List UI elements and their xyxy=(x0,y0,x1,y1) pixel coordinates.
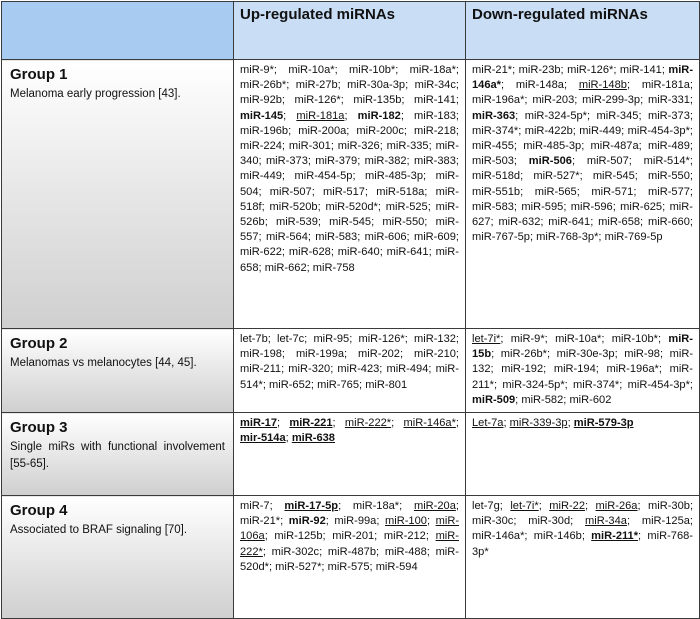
mirna-name: miR-454-5p xyxy=(294,170,353,183)
mirna-name: miR-627 xyxy=(472,200,693,229)
mirna-name: miR-10b* xyxy=(349,64,396,76)
mirna-name: miR-520b xyxy=(269,200,318,213)
mirna-name: miR-211 xyxy=(240,363,282,376)
mirna-name: miR-7 xyxy=(240,500,270,512)
mirna-name: miR-485-3p xyxy=(365,170,424,183)
mirna-name: miR-26a xyxy=(595,500,638,512)
mirna-name: miR-579-3p xyxy=(573,417,634,429)
mirna-name: miR-379 xyxy=(315,155,358,168)
mirna-name: miR-324-5p* xyxy=(524,109,587,122)
mirna-name: miR-224 xyxy=(240,140,282,153)
mirna-name: miR-506 xyxy=(528,155,572,168)
mirna-name: miR-99a xyxy=(334,515,377,528)
mirna-name: miR-181a xyxy=(296,109,345,122)
mirna-name: miR-126* xyxy=(567,64,614,76)
mirna-name: miR-767-5p xyxy=(472,231,530,244)
mirna-name: miR-22 xyxy=(549,500,585,512)
mirna-name: miR-125b xyxy=(274,530,323,543)
group-2-label-cell xyxy=(2,329,234,413)
group-1-label-cell xyxy=(2,60,234,329)
mirna-name: miR-373 xyxy=(265,155,308,168)
mirna-name: miR-545 xyxy=(592,170,635,183)
mirna-name: miR-662 xyxy=(264,261,307,274)
mirna-name: miR-658 xyxy=(240,246,459,274)
mirna-name: miR-145 xyxy=(240,109,284,122)
mirna-name: miR-210 xyxy=(413,348,456,361)
mirna-name: miR-299-3p xyxy=(582,94,641,107)
mirna-name: miR-196a* xyxy=(472,94,525,107)
group-2-up-cell: let-7b; let-7c; miR-95; miR-126*; miR-132; miR-198; miR-199a; miR-202; miR-210; miR-211; miR-320; miR-423; miR-494; miR-514*; miR-652; miR-765; miR-801 xyxy=(234,329,466,413)
mirna-name: miR-181a xyxy=(641,79,690,92)
mirna-name: miR-141 xyxy=(414,94,456,107)
mirna-name: miR-340 xyxy=(240,140,459,168)
mirna-name: miR-527* xyxy=(533,170,580,183)
mirna-name: miR-17 xyxy=(240,417,277,429)
mirna-name: miR-302c xyxy=(271,545,320,558)
mirna-name: miR-769-5p xyxy=(604,231,663,244)
mirna-name: miR-198 xyxy=(240,348,282,361)
group-1-down-cell: miR-21*; miR-23b; miR-126*; miR-141; miR-146a*; miR-148a; miR-148b; miR-181a; miR-196a*; miR-203; miR-299-3p; miR-331; miR-363; miR-324-5p*; miR-345; miR-373; miR-374*; miR-422b; miR-449; miR-454-3p*; miR-455; miR-485-3p; miR-487a; miR-489; miR-503; miR-506; miR-507; miR-514*; miR-518d; miR-527*; miR-545; miR-550; miR-551b; miR-565; miR-571; miR-577; miR-583; miR-595; miR-596; miR-625; miR-627; miR-632; miR-641; miR-658; miR-660; miR-767-5p; miR-768-3p*; miR-769-5p xyxy=(466,60,700,329)
group-2-description: Melanomas vs melanocytes [44, 45]. xyxy=(10,357,197,369)
mirna-name: miR-148b xyxy=(578,79,627,92)
header-corner-cell xyxy=(2,2,234,60)
header-row xyxy=(2,2,700,60)
mirna-name: miR-455 xyxy=(472,140,514,153)
mirna-name: miR-132 xyxy=(413,333,456,345)
mirna-name: miR-526b xyxy=(240,200,460,229)
group-row-3 xyxy=(2,413,700,496)
group-4-label-cell xyxy=(2,496,234,619)
mirna-name: miR-301 xyxy=(288,140,331,153)
mirna-name: miR-218 xyxy=(413,124,456,137)
mirna-name: miR-146b xyxy=(533,530,582,543)
mirna-name: miR-331 xyxy=(647,94,690,107)
mirna-name: miR-92 xyxy=(288,515,326,528)
mirna-name: miR-539 xyxy=(275,216,318,229)
mirna-name: miR-557 xyxy=(240,216,459,244)
mirna-name: miR-324-5p* xyxy=(502,378,565,391)
mirna-name: miR-148a xyxy=(515,79,564,92)
mirna-name: miR-17-5p xyxy=(284,500,339,512)
mirna-name: miR-504 xyxy=(240,170,460,198)
group-2-down-cell: let-7i*; miR-9*; miR-10a*; miR-10b*; miR-15b; miR-26b*; miR-30e-3p; miR-98; miR-132; miR-192; miR-194; miR-196a*; miR-211*; miR-324-5p*; miR-374*; miR-454-3p*; miR-509; miR-582; miR-602 xyxy=(466,329,700,413)
mirna-name: miR-374* xyxy=(472,124,519,137)
mirna-name: miR-550 xyxy=(647,170,690,183)
mirna-name: miR-454-3p* xyxy=(627,378,690,391)
mirna-name: miR-30d xyxy=(528,515,571,528)
mirna-name: miR-582 xyxy=(521,393,564,406)
mirna-name: miR-339-3p xyxy=(509,417,568,429)
mirna-name: mir-514a xyxy=(240,432,286,445)
mirna-name: let-7g xyxy=(472,500,500,512)
mirna-name: miR-514* xyxy=(643,155,690,168)
mirna-name: miR-606 xyxy=(364,231,407,244)
group-4-title: Group 4 xyxy=(10,502,68,519)
mirna-name: miR-383 xyxy=(413,155,456,168)
mirna-name: miR-641 xyxy=(548,216,591,229)
mirna-name: miR-183 xyxy=(414,109,456,122)
mirna-name: miR-758 xyxy=(312,261,355,274)
mirna-name: miR-577 xyxy=(648,185,690,198)
mirna-name: miR-449 xyxy=(579,124,622,137)
mirna-name: miR-10a* xyxy=(555,333,602,345)
mirna-name: miR-652 xyxy=(269,378,311,391)
mirna-name: miR-222* xyxy=(344,417,392,429)
mirna-name: miR-517 xyxy=(323,185,365,198)
mirna-name: miR-182 xyxy=(357,109,401,122)
group-row-2 xyxy=(2,329,700,413)
mirna-name: miR-632 xyxy=(498,216,541,229)
mirna-name: miR-507 xyxy=(586,155,629,168)
mirna-name: miR-520d* xyxy=(240,545,459,573)
mirna-name: miR-18a* xyxy=(352,500,400,512)
mirna-name: miR-201 xyxy=(332,530,375,543)
group-3-down-cell: Let-7a; miR-339-3p; miR-579-3p xyxy=(466,413,700,496)
mirna-name: miR-106a xyxy=(240,515,460,543)
mirna-name: miR-194 xyxy=(553,363,596,376)
mirna-name: miR-518a xyxy=(376,185,425,198)
mirna-name: miR-30c xyxy=(472,515,514,528)
mirna-name: miR-487a xyxy=(590,140,639,153)
mirna-name: miR-765 xyxy=(317,378,360,391)
mirna-name: miR-485-3p xyxy=(523,140,582,153)
mirna-name: miR-211* xyxy=(472,363,694,391)
mirna-name: miR-509 xyxy=(472,393,516,406)
mirna-name: miR-21* xyxy=(240,515,281,528)
header-up-cell xyxy=(234,2,466,60)
mirna-name: miR-10a* xyxy=(288,64,335,76)
mirna-name: miR-423 xyxy=(337,363,380,376)
group-3-title: Group 3 xyxy=(10,419,68,436)
mirna-name: miR-211* xyxy=(591,530,639,543)
mirna-name: miR-768-3p* xyxy=(536,231,599,244)
mirna-name: miR-9* xyxy=(240,64,274,76)
mirna-name: miR-545 xyxy=(329,216,372,229)
mirna-name: miR-26b* xyxy=(500,348,547,361)
mirna-name: let-7i* xyxy=(510,500,539,512)
mirna-name: miR-23b xyxy=(518,64,561,76)
mirna-name: miR-212 xyxy=(383,530,426,543)
mirna-name: miR-494 xyxy=(386,363,429,376)
mirna-name: miR-98 xyxy=(624,348,660,361)
mirna-name: miR-525 xyxy=(385,200,428,213)
mirna-name: miR-200a xyxy=(298,124,347,137)
mirna-name: miR-320 xyxy=(288,363,331,376)
mirna-table xyxy=(1,1,700,619)
mirna-name: miR-583 xyxy=(472,200,514,213)
group-1-up-cell: miR-9*; miR-10a*; miR-10b*; miR-18a*; miR-26b*; miR-27b; miR-30a-3p; miR-34c; miR-92b; miR-126*; miR-135b; miR-141; miR-145; miR-181a; miR-182; miR-183; miR-196b; miR-200a; miR-200c; miR-218; miR-224; miR-301; miR-326; miR-335; miR-340; miR-373; miR-379; miR-382; miR-383; miR-449; miR-454-5p; miR-485-3p; miR-504; miR-507; miR-517; miR-518a; miR-518f; miR-520b; miR-520d*; miR-525; miR-526b; miR-539; miR-545; miR-550; miR-557; miR-564; miR-583; miR-606; miR-609; miR-622; miR-628; miR-640; miR-641; miR-658; miR-662; miR-758 xyxy=(234,60,466,329)
mirna-name: miR-488 xyxy=(384,545,427,558)
mirna-name: miR-622 xyxy=(240,246,282,259)
mirna-name: miR-26b* xyxy=(240,79,287,92)
mirna-name: miR-34c xyxy=(414,79,456,92)
mirna-name: miR-489 xyxy=(647,140,690,153)
mirna-name: miR-146a* xyxy=(472,530,525,543)
mirna-name: miR-594 xyxy=(375,560,418,573)
mirna-name: miR-30b xyxy=(648,500,690,512)
mirna-name: miR-564 xyxy=(265,231,308,244)
mirna-name: miR-422b xyxy=(524,124,573,137)
mirna-name: miR-583 xyxy=(315,231,358,244)
mirna-name: miR-625 xyxy=(620,200,663,213)
mirna-name: miR-595 xyxy=(521,200,564,213)
mirna-name: miR-658 xyxy=(598,216,641,229)
mirna-name: miR-641 xyxy=(386,246,429,259)
mirna-name: miR-196a* xyxy=(606,363,659,376)
mirna-name: miR-9* xyxy=(510,333,545,345)
mirna-name: miR-18a* xyxy=(409,64,456,76)
mirna-name: miR-15b xyxy=(472,333,693,361)
mirna-name: miR-126* xyxy=(358,333,405,345)
mirna-name: miR-373 xyxy=(647,109,690,122)
group-1-title: Group 1 xyxy=(10,66,68,83)
mirna-name: miR-602 xyxy=(569,393,612,406)
mirna-name: miR-449 xyxy=(240,170,282,183)
mirna-name: miR-487b xyxy=(327,545,377,558)
mirna-name: miR-30e-3p xyxy=(556,348,615,361)
mirna-name: miR-518d xyxy=(472,170,521,183)
mirna-name: miR-575 xyxy=(327,560,370,573)
mirna-name: let-7b xyxy=(240,333,268,345)
header-down-label: Down-regulated miRNAs xyxy=(472,6,648,23)
mirna-name: miR-454-3p* xyxy=(627,124,690,137)
header-down-cell xyxy=(466,2,700,60)
mirna-name: miR-192 xyxy=(501,363,544,376)
group-4-down-cell: let-7g; let-7i*; miR-22; miR-26a; miR-30b; miR-30c; miR-30d; miR-34a; miR-125a; miR-146a*; miR-146b; miR-211*; miR-768-3p* xyxy=(466,496,700,619)
group-3-description: Single miRs with functional involvement [55-65]. xyxy=(10,441,225,470)
mirna-name: miR-640 xyxy=(337,246,380,259)
mirna-name: miR-551b xyxy=(472,185,521,198)
group-2-title: Group 2 xyxy=(10,335,68,352)
group-1-description: Melanoma early progression [43]. xyxy=(10,88,181,100)
mirna-name: miR-363 xyxy=(472,109,516,122)
mirna-name: miR-638 xyxy=(291,432,335,445)
mirna-name: miR-527* xyxy=(275,560,322,573)
mirna-name: miR-146a* xyxy=(403,417,456,429)
header-up-label: Up-regulated miRNAs xyxy=(240,6,396,23)
mirna-name: miR-222* xyxy=(240,530,459,558)
mirna-name: miR-34a xyxy=(585,515,627,528)
mirna-name: miR-30a-3p xyxy=(347,79,406,92)
mirna-name: miR-20a xyxy=(413,500,456,512)
mirna-name: miR-571 xyxy=(591,185,634,198)
mirna-name: miR-520d* xyxy=(325,200,378,213)
mirna-name: miR-801 xyxy=(365,378,408,391)
mirna-name: miR-565 xyxy=(534,185,577,198)
mirna-name: Let-7a xyxy=(472,417,504,429)
mirna-name: miR-125a xyxy=(641,515,690,528)
mirna-name: miR-126* xyxy=(294,94,341,107)
mirna-name: miR-518f xyxy=(240,185,459,213)
mirna-name: miR-335 xyxy=(386,140,429,153)
mirna-name: miR-514* xyxy=(240,363,459,391)
mirna-name: miR-146a* xyxy=(472,64,694,92)
mirna-name: miR-345 xyxy=(596,109,639,122)
mirna-name: miR-141 xyxy=(619,64,662,76)
mirna-name: miR-382 xyxy=(364,155,407,168)
group-row-4 xyxy=(2,496,700,619)
group-4-description: Associated to BRAF signaling [70]. xyxy=(10,524,188,536)
mirna-name: miR-132 xyxy=(472,348,694,376)
group-row-1 xyxy=(2,60,700,329)
mirna-name: miR-199a xyxy=(295,348,345,361)
mirna-name: miR-135b xyxy=(353,94,402,107)
mirna-name: miR-221 xyxy=(289,417,333,429)
mirna-name: miR-628 xyxy=(288,246,331,259)
mirna-name: miR-660 xyxy=(647,216,690,229)
mirna-name: miR-200c xyxy=(356,124,404,137)
mirna-name: let-7c xyxy=(277,333,305,345)
mirna-name: miR-203 xyxy=(532,94,575,107)
mirna-name: miR-92b xyxy=(240,94,282,107)
mirna-name: miR-202 xyxy=(358,348,400,361)
group-3-up-cell: miR-17; miR-221; miR-222*; miR-146a*; mir-514a; miR-638 xyxy=(234,413,466,496)
group-4-up-cell: miR-7; miR-17-5p; miR-18a*; miR-20a; miR-21*; miR-92; miR-99a; miR-100; miR-106a; miR-125b; miR-201; miR-212; miR-222*; miR-302c; miR-487b; miR-488; miR-520d*; miR-527*; miR-575; miR-594 xyxy=(234,496,466,619)
mirna-name: miR-374* xyxy=(573,378,620,391)
mirna-name: miR-768-3p* xyxy=(472,530,693,558)
mirna-name: miR-21* xyxy=(472,64,513,76)
mirna-name: miR-596 xyxy=(570,200,613,213)
mirna-name: miR-609 xyxy=(413,231,456,244)
mirna-name: miR-10b* xyxy=(611,333,658,345)
mirna-name: miR-326 xyxy=(337,140,380,153)
mirna-name: miR-27b xyxy=(295,79,338,92)
mirna-name: miR-196b xyxy=(240,124,289,137)
mirna-name: miR-100 xyxy=(385,515,427,528)
mirna-name: miR-507 xyxy=(269,185,312,198)
mirna-name: miR-95 xyxy=(313,333,350,345)
mirna-name: let-7i* xyxy=(472,333,501,345)
mirna-name: miR-503 xyxy=(472,155,514,168)
group-3-label-cell xyxy=(2,413,234,496)
mirna-name: miR-550 xyxy=(382,216,425,229)
